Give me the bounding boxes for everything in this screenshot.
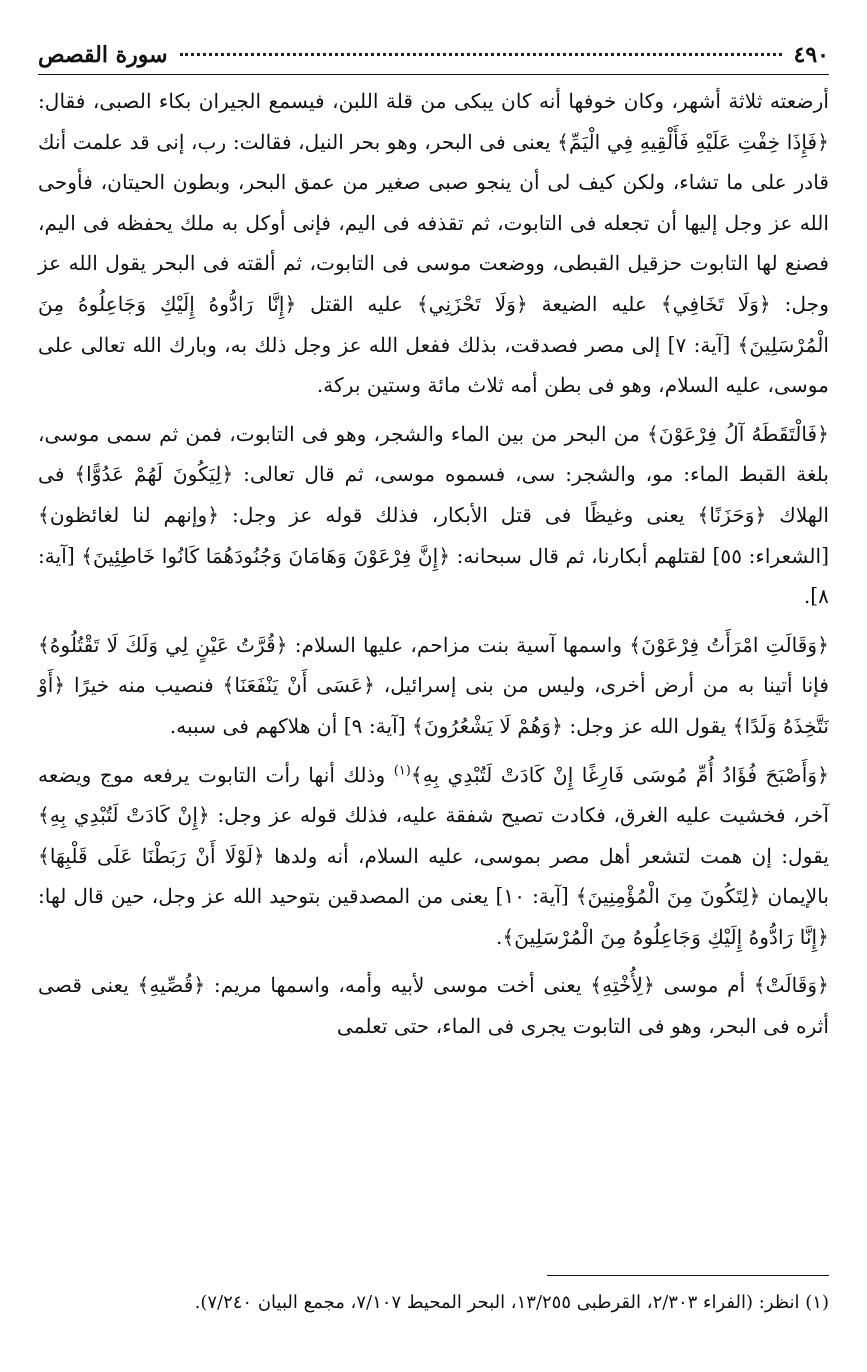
footnote-rule bbox=[547, 1275, 829, 1276]
paragraph-4-verse: ﴿وَأَصْبَحَ فُؤَادُ أُمِّ مُوسَى فَارِغًا إِنْ كَادَتْ لَتُبْدِي بِهِ﴾ bbox=[410, 762, 829, 787]
page-number: ٤٩٠ bbox=[793, 42, 829, 68]
paragraph-5: ﴿وَقَالَتْ﴾ أم موسى ﴿لِأُخْتِهِ﴾ يعنى أخت موسى لأبيه وأمه، واسمها مريم: ﴿قُصِّيهِ﴾ يعنى قصى أثره فى البحر، وهو فى التابوت يجرى فى الماء، حتى تعلمى bbox=[38, 973, 829, 1039]
paragraph-1: أرضعته ثلاثة أشهر، وكان خوفها أنه كان يبكى من قلة اللبن، فيسمع الجيران بكاء الصبى، فقال: ﴿فَإِذَا خِفْتِ عَلَيْهِ فَأَلْقِيهِ فِي الْيَمِّ﴾ يعنى فى البحر، وهو بحر النيل، فقالت: رب، إنى قد علمت أنك قادر على ما تشاء، ولكن كيف لى أن ينجو صبى صغير من عمق البحر، وبطون الحيتان، فأوحى الله عز وجل إليها أن تجعله فى التابوت، ثم تقذفه فى اليم، فإنى أوكل به ملك يحفظه فى اليم، فصنع لها التابوت حزقيل القبطى، ووضعت موسى فى التابوت، ثم ألقته فى البحر يقول الله عز وجل: ﴿وَلَا تَخَافِي﴾ عليه الضيعة ﴿وَلَا تَحْزَنِي﴾ عليه القتل ﴿إِنَّا رَادُّوهُ إِلَيْكِ وَجَاعِلُوهُ مِنَ الْمُرْسَلِينَ﴾ [آية: ٧] إلى مصر فصدقت، بذلك ففعل الله عز وجل ذلك به، وبارك الله تعالى على موسى، عليه السلام، وهو فى بطن أمه ثلاث مائة وستين بركة. bbox=[38, 89, 829, 398]
page-header bbox=[38, 42, 829, 68]
surah-title: سورة القصص bbox=[38, 42, 168, 68]
paragraph-4 bbox=[38, 755, 829, 958]
header-dot-leader bbox=[180, 53, 782, 56]
footnote-reference: (١) bbox=[393, 762, 411, 778]
paragraph-4-text: وذلك أنها رأت التابوت يرفعه موج ويضعه آخر، فخشيت عليه الغرق، فكادت تصيح شفقة عليه، فذلك قوله عز وجل: ﴿إِنْ كَادَتْ لَتُبْدِي بِهِ﴾ يقول: إن همت لتشعر أهل مصر بموسى، عليه السلام، أنه ولدها ﴿لَوْلَا أَنْ رَبَطْنَا عَلَى قَلْبِهَا﴾ بالإيمان ﴿لِتَكُونَ مِنَ الْمُؤْمِنِينَ﴾ [آية: ١٠] يعنى من المصدقين بتوحيد الله عز وجل، حين قال لها: ﴿إِنَّا رَادُّوهُ إِلَيْكِ وَجَاعِلُوهُ مِنَ الْمُرْسَلِينَ﴾. bbox=[38, 762, 829, 949]
paragraph-2: ﴿فَالْتَقَطَهُ آلُ فِرْعَوْنَ﴾ من البحر من بين الماء والشجر، وهو فى التابوت، فمن ثم سمى موسى، بلغة القبط الماء: مو، والشجر: سى، فسموه موسى، ثم قال تعالى: ﴿لِيَكُونَ لَهُمْ عَدُوًّا﴾ فى الهلاك ﴿وَحَزَنًا﴾ يعنى وغيظًا فى قتل الأبكار، فذلك قوله عز وجل: ﴿وإنهم لنا لغائظون﴾ [الشعراء: ٥٥] لقتلهم أبكارنا، ثم قال سبحانه: ﴿إِنَّ فِرْعَوْنَ وَهَامَانَ وَجُنُودَهُمَا كَانُوا خَاطِئِينَ﴾ [آية: ٨]. bbox=[38, 421, 830, 609]
header-rule bbox=[38, 74, 829, 75]
footnote: (١) انظر: (الفراء ٢/٣٠٣، القرطبى ١٣/٢٥٥، البحر المحيط ٧/١٠٧، مجمع البيان ٧/٢٤٠). bbox=[194, 1292, 829, 1313]
paragraph-3: ﴿وَقَالَتِ امْرَأَتُ فِرْعَوْنَ﴾ واسمها آسية بنت مزاحم، عليها السلام: ﴿قُرَّتُ عَيْنٍ لِي وَلَكَ لَا تَقْتُلُوهُ﴾ فإنا أتينا به من أرض أخرى، وليس من بنى إسرائيل، ﴿عَسَى أَنْ يَنْفَعَنَا﴾ فنصيب منه خيرًا ﴿أَوْ نَتَّخِذَهُ وَلَدًا﴾ يقول الله عز وجل: ﴿وَهُمْ لَا يَشْعُرُونَ﴾ [آية: ٩] أن هلاكهم فى سببه. bbox=[38, 632, 829, 738]
page-body bbox=[38, 81, 829, 1047]
